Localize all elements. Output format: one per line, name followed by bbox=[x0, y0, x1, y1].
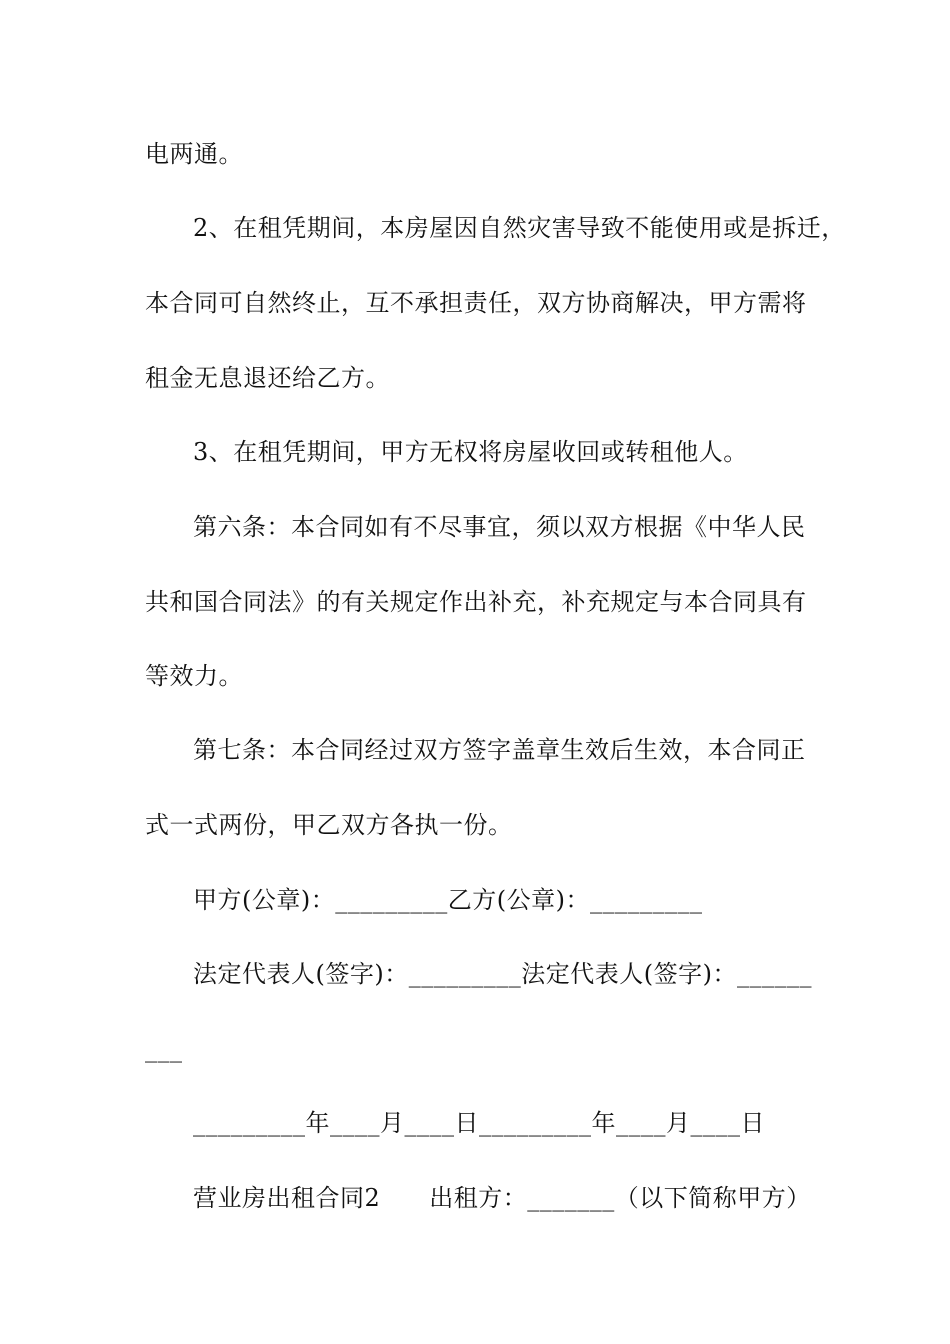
signature-line-seal: 甲方(公章)：_________乙方(公章)：_________ bbox=[193, 886, 703, 914]
text-line: 第六条：本合同如有不尽事宜，须以双方根据《中华人民 bbox=[193, 513, 806, 541]
text-line: 等效力。 bbox=[145, 662, 243, 690]
text-line: 共和国合同法》的有关规定作出补充，补充规定与本合同具有 bbox=[145, 588, 807, 616]
signature-line-continuation: ___ bbox=[145, 1035, 183, 1063]
text-line: 2、在租凭期间，本房屋因自然灾害导致不能使用或是拆迁， bbox=[193, 214, 846, 242]
text-line: 第七条：本合同经过双方签字盖章生效后生效，本合同正 bbox=[193, 736, 806, 764]
next-contract-heading: 营业房出租合同2 出租方：_______（以下简称甲方） bbox=[193, 1184, 811, 1212]
text-line: 租金无息退还给乙方。 bbox=[145, 364, 390, 392]
text-line: 3、在租凭期间，甲方无权将房屋收回或转租他人。 bbox=[193, 438, 748, 466]
signature-line-representative: 法定代表人(签字)：_________法定代表人(签字)：______ bbox=[193, 960, 812, 988]
date-line: _________年____月____日_________年____月____日 bbox=[193, 1109, 765, 1137]
text-line: 式一式两份，甲乙双方各执一份。 bbox=[145, 811, 513, 839]
text-line: 电两通。 bbox=[145, 140, 243, 168]
text-line: 本合同可自然终止，互不承担责任，双方协商解决，甲方需将 bbox=[145, 289, 807, 317]
